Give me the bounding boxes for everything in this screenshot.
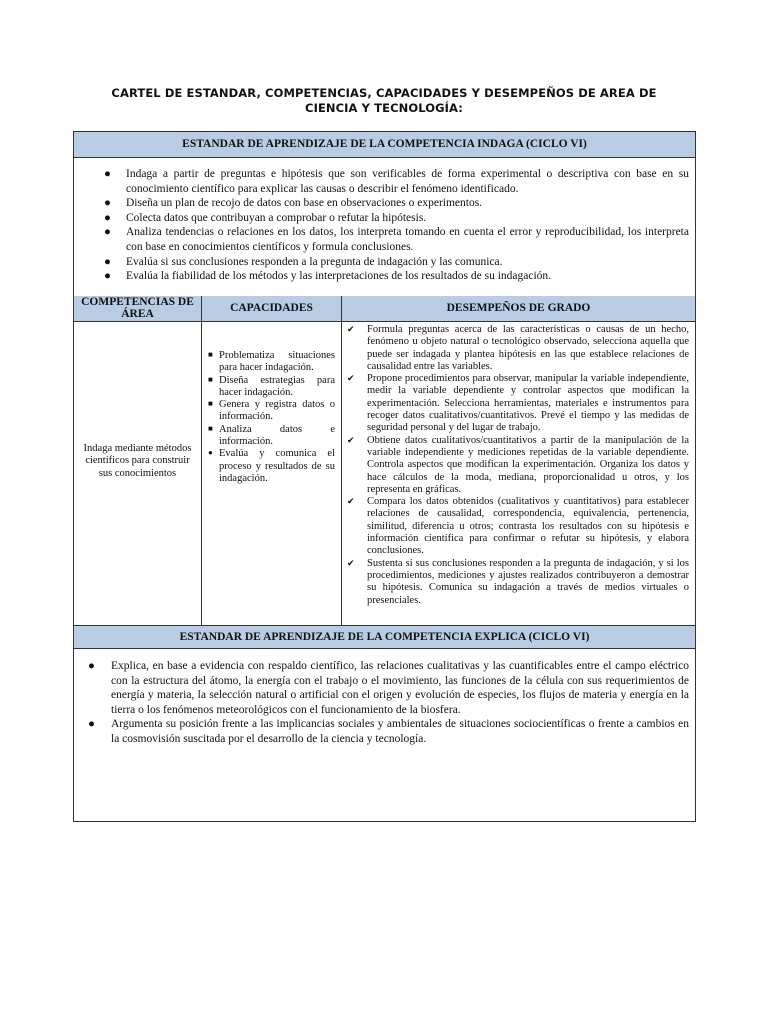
section2-list (88, 659, 689, 747)
capacidades-list (207, 350, 335, 485)
capacidades-header: CAPACIDADES (202, 296, 341, 322)
section1-list (104, 167, 689, 284)
bullet-icon: ● (104, 197, 111, 210)
list-item: ● Evalúa y comunica el proceso y resultados de su indagación. (208, 448, 335, 484)
competencias-column (74, 296, 202, 625)
section1-header: ESTANDAR DE APRENDIZAJE DE LA COMPETENCIA INDAGA (CICLO VI) (74, 132, 695, 158)
check-icon: ✔ (347, 325, 355, 335)
list-item: ✔ Sustenta si sus conclusiones responden a la pregunta de indagación, y si los procedimientos, mediciones y ajustes realizados contribuyeron a demostrar su hipótesis. Comunica su indagación a través de medios virtuales o presenciales. (347, 557, 689, 606)
desempenos-column (342, 296, 695, 625)
list-item: ● Colecta datos que contribuyan a comprobar o refutar la hipótesis. (104, 211, 427, 224)
list-item: ✔ Obtiene datos cualitativos/cuantitativos a partir de la manipulación de la variable independiente y mediciones repetidas de la variable dependiente. Controla aspectos que modifican la experimentación. Organiza los datos y hace cálculos de la moda, mediana, proporcionalidad u otros, y los representa en gráficas. (347, 434, 689, 495)
list-item: ● Analiza tendencias o relaciones en los datos, los interpreta tomando en cuenta el error y reproducibilidad, los interpreta con base en conocimientos científicos y formula conclusiones. (104, 226, 689, 253)
check-icon: ✔ (347, 435, 355, 446)
standards-table-frame (73, 131, 696, 822)
list-item: ■ Analiza datos e información. (208, 423, 335, 448)
list-item: ● Evalúa si sus conclusiones responden a la pregunta de indagación y las comunica. (104, 255, 503, 268)
bullet-icon: ● (104, 226, 111, 239)
list-item: ■ Genera y registra datos o información. (208, 399, 335, 423)
desempenos-header: DESEMPEÑOS DE GRADO (342, 296, 695, 322)
check-icon: ✔ (347, 374, 355, 385)
bullet-icon: ● (104, 211, 111, 224)
bullet-icon: ● (104, 270, 111, 283)
list-item: ● Indaga a partir de preguntas e hipótesis que son verificables de forma experimental o descriptiva con base en su conocimiento científico para explicar las causas o describir el fenómeno identificado. (104, 168, 689, 195)
desempenos-list (347, 324, 689, 607)
list-item: ● Diseña un plan de recojo de datos con base en observaciones o experimentos. (104, 197, 483, 210)
list-item: ✔ Compara los datos obtenidos (cualitativos y cuantitativos) para establecer relaciones de causalidad, correspondencia, equivalencia, pertenencia, similitud, diferencia u otros; contrasta los resultados con su hipótesis e información científica para confirmar o refutar su hipótesis, y elabora conclusiones. (347, 496, 689, 557)
bullet-icon: ● (88, 718, 95, 731)
list-item: ✔ Formula preguntas acerca de las características o causas de un hecho, fenómeno u objeto natural o tecnológico observado, selecciona aquella que puede ser indagada y plantea hipótesis en las que establece relaciones de causalidad entre las variables. (347, 324, 689, 372)
competencia-text: Indaga mediante métodos científicos para construir sus conocimientos (83, 443, 192, 479)
capacidades-column (202, 296, 342, 625)
list-item: ■ Problematiza situaciones para hacer indagación. (208, 350, 335, 374)
bullet-icon: ● (104, 255, 111, 268)
document-title: CARTEL DE ESTANDAR, COMPETENCIAS, CAPACIDADES Y DESEMPEÑOS DE AREA DE CIENCIA Y TECNOLOGÍA: (111, 86, 657, 115)
list-item: ● Evalúa la fiabilidad de los métodos y las interpretaciones de los resultados de su indagación. (104, 270, 552, 283)
competencies-grid (74, 296, 695, 625)
square-bullet-icon: ■ (208, 399, 213, 409)
competencias-header: COMPETENCIAS DE ÁREA (74, 296, 201, 322)
check-icon: ✔ (347, 497, 355, 508)
check-icon: ✔ (347, 558, 355, 569)
square-bullet-icon: ■ (208, 350, 213, 359)
list-item: ● Explica, en base a evidencia con respaldo científico, las relaciones cualitativas y las cuantificables entre el campo eléctrico con la estructura del átomo, la energía con el trabajo o el movimiento, las funciones de la célula con sus requerimientos de energía y materia, la selección natural o artificial con el origen y evolución de especies, los flujos de materia y energía en la tierra o los fenómenos meteorológicos con el funcionamiento de la biosfera. (88, 660, 689, 716)
square-bullet-icon: ■ (208, 374, 213, 384)
list-item: ■ Diseña estrategias para hacer indagación. (208, 374, 335, 398)
round-bullet-icon: ● (208, 448, 213, 458)
bullet-icon: ● (88, 660, 95, 672)
square-bullet-icon: ■ (208, 423, 213, 433)
section2-header: ESTANDAR DE APRENDIZAJE DE LA COMPETENCIA EXPLICA (CICLO VI) (74, 625, 695, 649)
list-item: ● Argumenta su posición frente a las implicancias sociales y ambientales de situaciones sociocientíficas o frente a cambios en la cosmovisión suscitada por el desarrollo de la ciencia y tecnología. (88, 718, 689, 745)
bullet-icon: ● (104, 168, 111, 180)
list-item: ✔ Propone procedimientos para observar, manipular la variable independiente, medir la variable dependiente y controlar aspectos que modifican la experimentación. Selecciona herramientas, materiales e instrumentos para recoger datos cualitativos/cuantitativos. Prevé el tiempo y las medidas de seguridad personal y del lugar de trabajo. (347, 373, 689, 434)
